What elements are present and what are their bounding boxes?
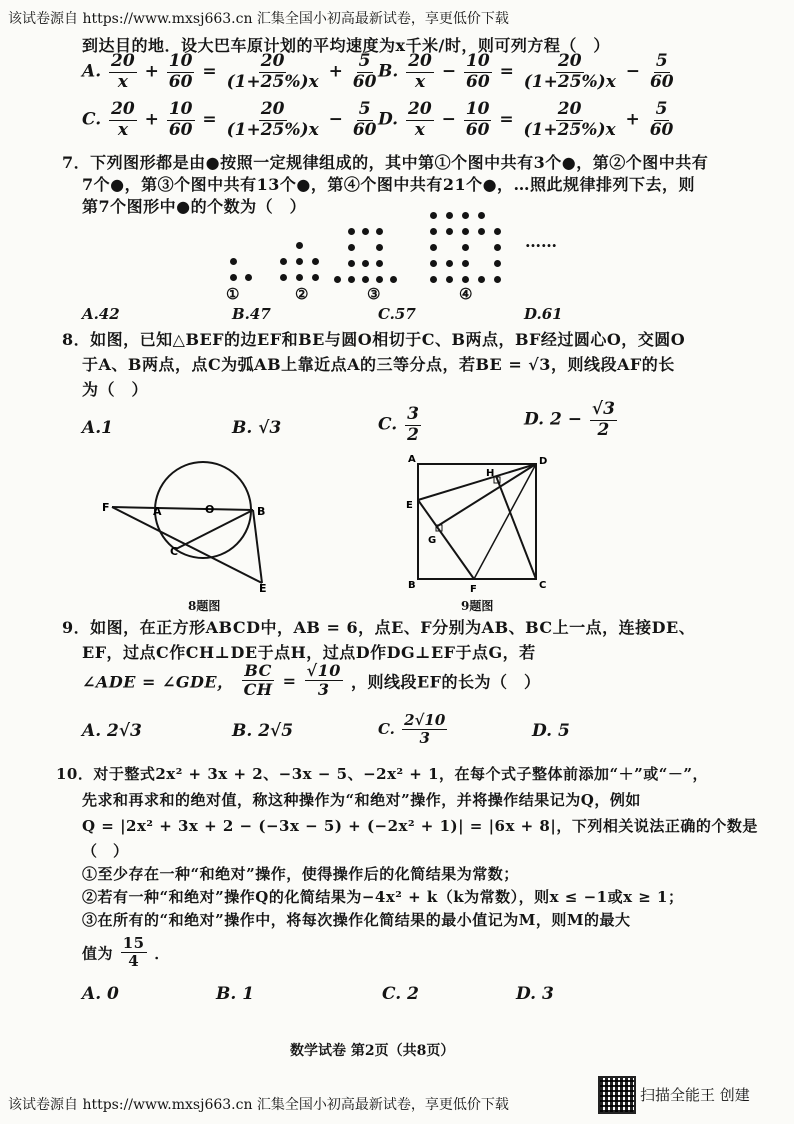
dot [376,276,383,283]
dot [312,258,319,265]
page-footer: 数学试卷 第2页（共8页） [290,1043,455,1059]
q10-statement-3: ③在所有的“和绝对”操作中，将每次操作化简结果的最小值记为M，则M的最大 [82,911,631,929]
qr-code-icon [598,1076,636,1114]
line-df [474,464,536,579]
q8-option-d[interactable]: D. 2 − $\frac{√3}{2}$ [524,399,615,440]
q6-option-a[interactable]: A. $\frac{20}{x}$ + $\frac{10}{60}$ = $\frac{20}{(1+25\%)x}$ + $\frac{5}{60}$ [82,51,377,92]
label-e: E [259,582,267,595]
dot [478,228,485,235]
dot [430,244,437,251]
dot [376,260,383,267]
label-a: A [408,454,416,465]
label-c: C [170,545,179,558]
q8-line-3: 为（ ） [82,380,149,399]
line-bc [176,510,253,549]
dot [462,276,469,283]
q7-option-b[interactable]: B.47 [232,305,271,323]
dot [296,242,303,249]
source-watermark-bottom: 该试卷源自 https://www.mxsj663.cn 汇集全国小初高最新试卷，享更低价下载 [8,1097,509,1113]
dot [348,244,355,251]
line-be [253,510,262,583]
q8-figure [100,445,280,595]
label-g: G [428,535,437,546]
line-fb [112,507,253,510]
q7-figure-label-4: ④ [459,285,473,303]
dot [348,260,355,267]
label-b: B [408,580,416,591]
q8-line-2: 于A、B两点，点C为弧AB上靠近点A的三等分点，若BE = √3，则线段AF的长 [82,355,675,374]
q10-option-d[interactable]: D. 3 [516,984,554,1004]
q7-figure-label-2: ② [295,285,309,303]
q9-option-c[interactable]: C. $\frac{2√10}{3}$ [378,711,446,748]
q6-option-c[interactable]: C. $\frac{20}{x}$ + $\frac{10}{60}$ = $\frac{20}{(1+25\%)x}$ − $\frac{5}{60}$ [82,99,377,140]
q7-figure-label-3: ③ [367,285,381,303]
q7-option-c[interactable]: C.57 [378,305,416,323]
dot [430,260,437,267]
dot [494,276,501,283]
dot [280,274,287,281]
q10-statement-3-end: 值为 $\frac{15}{4}$ ． [82,934,170,971]
dot [462,244,469,251]
label-h: H [486,468,495,479]
dot [430,228,437,235]
q8-option-b[interactable]: B. √3 [232,418,282,438]
line-de [418,464,536,500]
q9-option-b[interactable]: B. 2√5 [232,721,294,741]
q6-option-d[interactable]: D. $\frac{20}{x}$ − $\frac{10}{60}$ = $\frac{20}{(1+25\%)x}$ + $\frac{5}{60}$ [378,99,674,140]
q10-statement-2: ②若有一种“和绝对”操作Q的化简结果为−4x² + k（k为常数），则x ≤ −1或x ≥ 1； [82,888,684,906]
dot [245,274,252,281]
q10-statement-1: ①至少存在一种“和绝对”操作，使得操作后的化简结果为常数； [82,865,519,883]
dot [376,244,383,251]
label-f: F [102,501,110,514]
scanner-watermark: 扫描全能王 创建 [640,1086,750,1104]
dot [296,274,303,281]
q10-option-a[interactable]: A. 0 [82,984,119,1004]
q9-line-2: EF，过点C作CH⊥DE于点H，过点D作DG⊥EF于点G，若 [82,643,536,662]
dot [348,228,355,235]
q7-option-a[interactable]: A.42 [82,305,120,323]
dot [494,228,501,235]
q10-option-c[interactable]: C. 2 [382,984,419,1004]
dot [462,212,469,219]
q7-figure-label-1: ① [226,285,240,303]
q9-line-3: ∠ADE = ∠GDE， $\frac{BC}{CH}$ = $\frac{√10}{3}$ ，则线段EF的长为（ ） [82,661,541,700]
dot [362,260,369,267]
dot [446,212,453,219]
q9-option-d[interactable]: D. 5 [532,721,570,741]
label-a: A [153,505,162,518]
dot [296,258,303,265]
q10-option-b[interactable]: B. 1 [216,984,255,1004]
label-d: D [539,456,548,467]
line-ef [418,500,474,579]
dot [362,276,369,283]
dot [446,276,453,283]
dot [494,244,501,251]
dot [430,276,437,283]
dot [280,258,287,265]
label-b: B [257,505,266,518]
q8-line-1: 8．如图，已知△BEF的边EF和BE与圆O相切于C、B两点，BF经过圆心O，交圆O [62,330,686,349]
label-f: F [470,584,477,595]
dot [390,276,397,283]
q9-line-1: 9．如图，在正方形ABCD中，AB = 6，点E、F分别为AB、BC上一点，连接DE、 [62,618,696,637]
q9-option-a[interactable]: A. 2√3 [82,721,142,741]
q10-line-2: 先求和再求和的绝对值，称这种操作为“和绝对”操作，并将操作结果记为Q，例如 [82,791,641,809]
dot [462,260,469,267]
dot [478,212,485,219]
dot [446,228,453,235]
label-e: E [406,500,413,511]
source-watermark-top: 该试卷源自 https://www.mxsj663.cn 汇集全国小初高最新试卷，享更低价下载 [8,11,509,27]
dot [478,276,485,283]
dot [334,276,341,283]
q7-line-2: 7个●，第③个图中共有13个●，第④个图中共有21个●，…照此规律排列下去，则 [82,175,696,194]
q7-ellipsis: …… [525,232,557,251]
q7-line-3: 第7个图形中●的个数为（ ） [82,197,307,216]
q10-line-3: Q = |2x² + 3x + 2 − (−3x − 5) + (−2x² + 1)| = |6x + 8|，下列相关说法正确的个数是 [82,817,758,835]
q9-figure [400,450,550,595]
dot [312,274,319,281]
q9-figure-caption: 9题图 [461,599,494,613]
dot [446,260,453,267]
q8-option-a[interactable]: A.1 [82,418,113,438]
q10-line-4: （ ） [82,842,129,860]
q8-figure-caption: 8题图 [188,599,221,613]
dot [376,228,383,235]
dot [230,274,237,281]
q10-line-1: 10．对于整式2x² + 3x + 2、−3x − 5、−2x² + 1，在每个式子整体前添加“＋”或“－”， [56,765,709,783]
dot [430,212,437,219]
label-o: O [205,503,215,516]
dot [462,228,469,235]
line-fe [112,507,262,583]
q7-option-d[interactable]: D.61 [524,305,563,323]
dot [348,276,355,283]
q7-line-1: 7．下列图形都是由●按照一定规律组成的，其中第①个图中共有3个●，第②个图中共有 [62,153,709,172]
dot [362,228,369,235]
label-c: C [539,580,547,591]
q8-option-c[interactable]: C. $\frac{3}{2}$ [378,404,419,445]
q6-stem-tail: 到达目的地．设大巴车原计划的平均速度为x千米/时，则可列方程（ ） [82,36,610,55]
dot [230,258,237,265]
dot [494,260,501,267]
q6-option-b[interactable]: B. $\frac{20}{x}$ − $\frac{10}{60}$ = $\frac{20}{(1+25\%)x}$ − $\frac{5}{60}$ [378,51,674,92]
